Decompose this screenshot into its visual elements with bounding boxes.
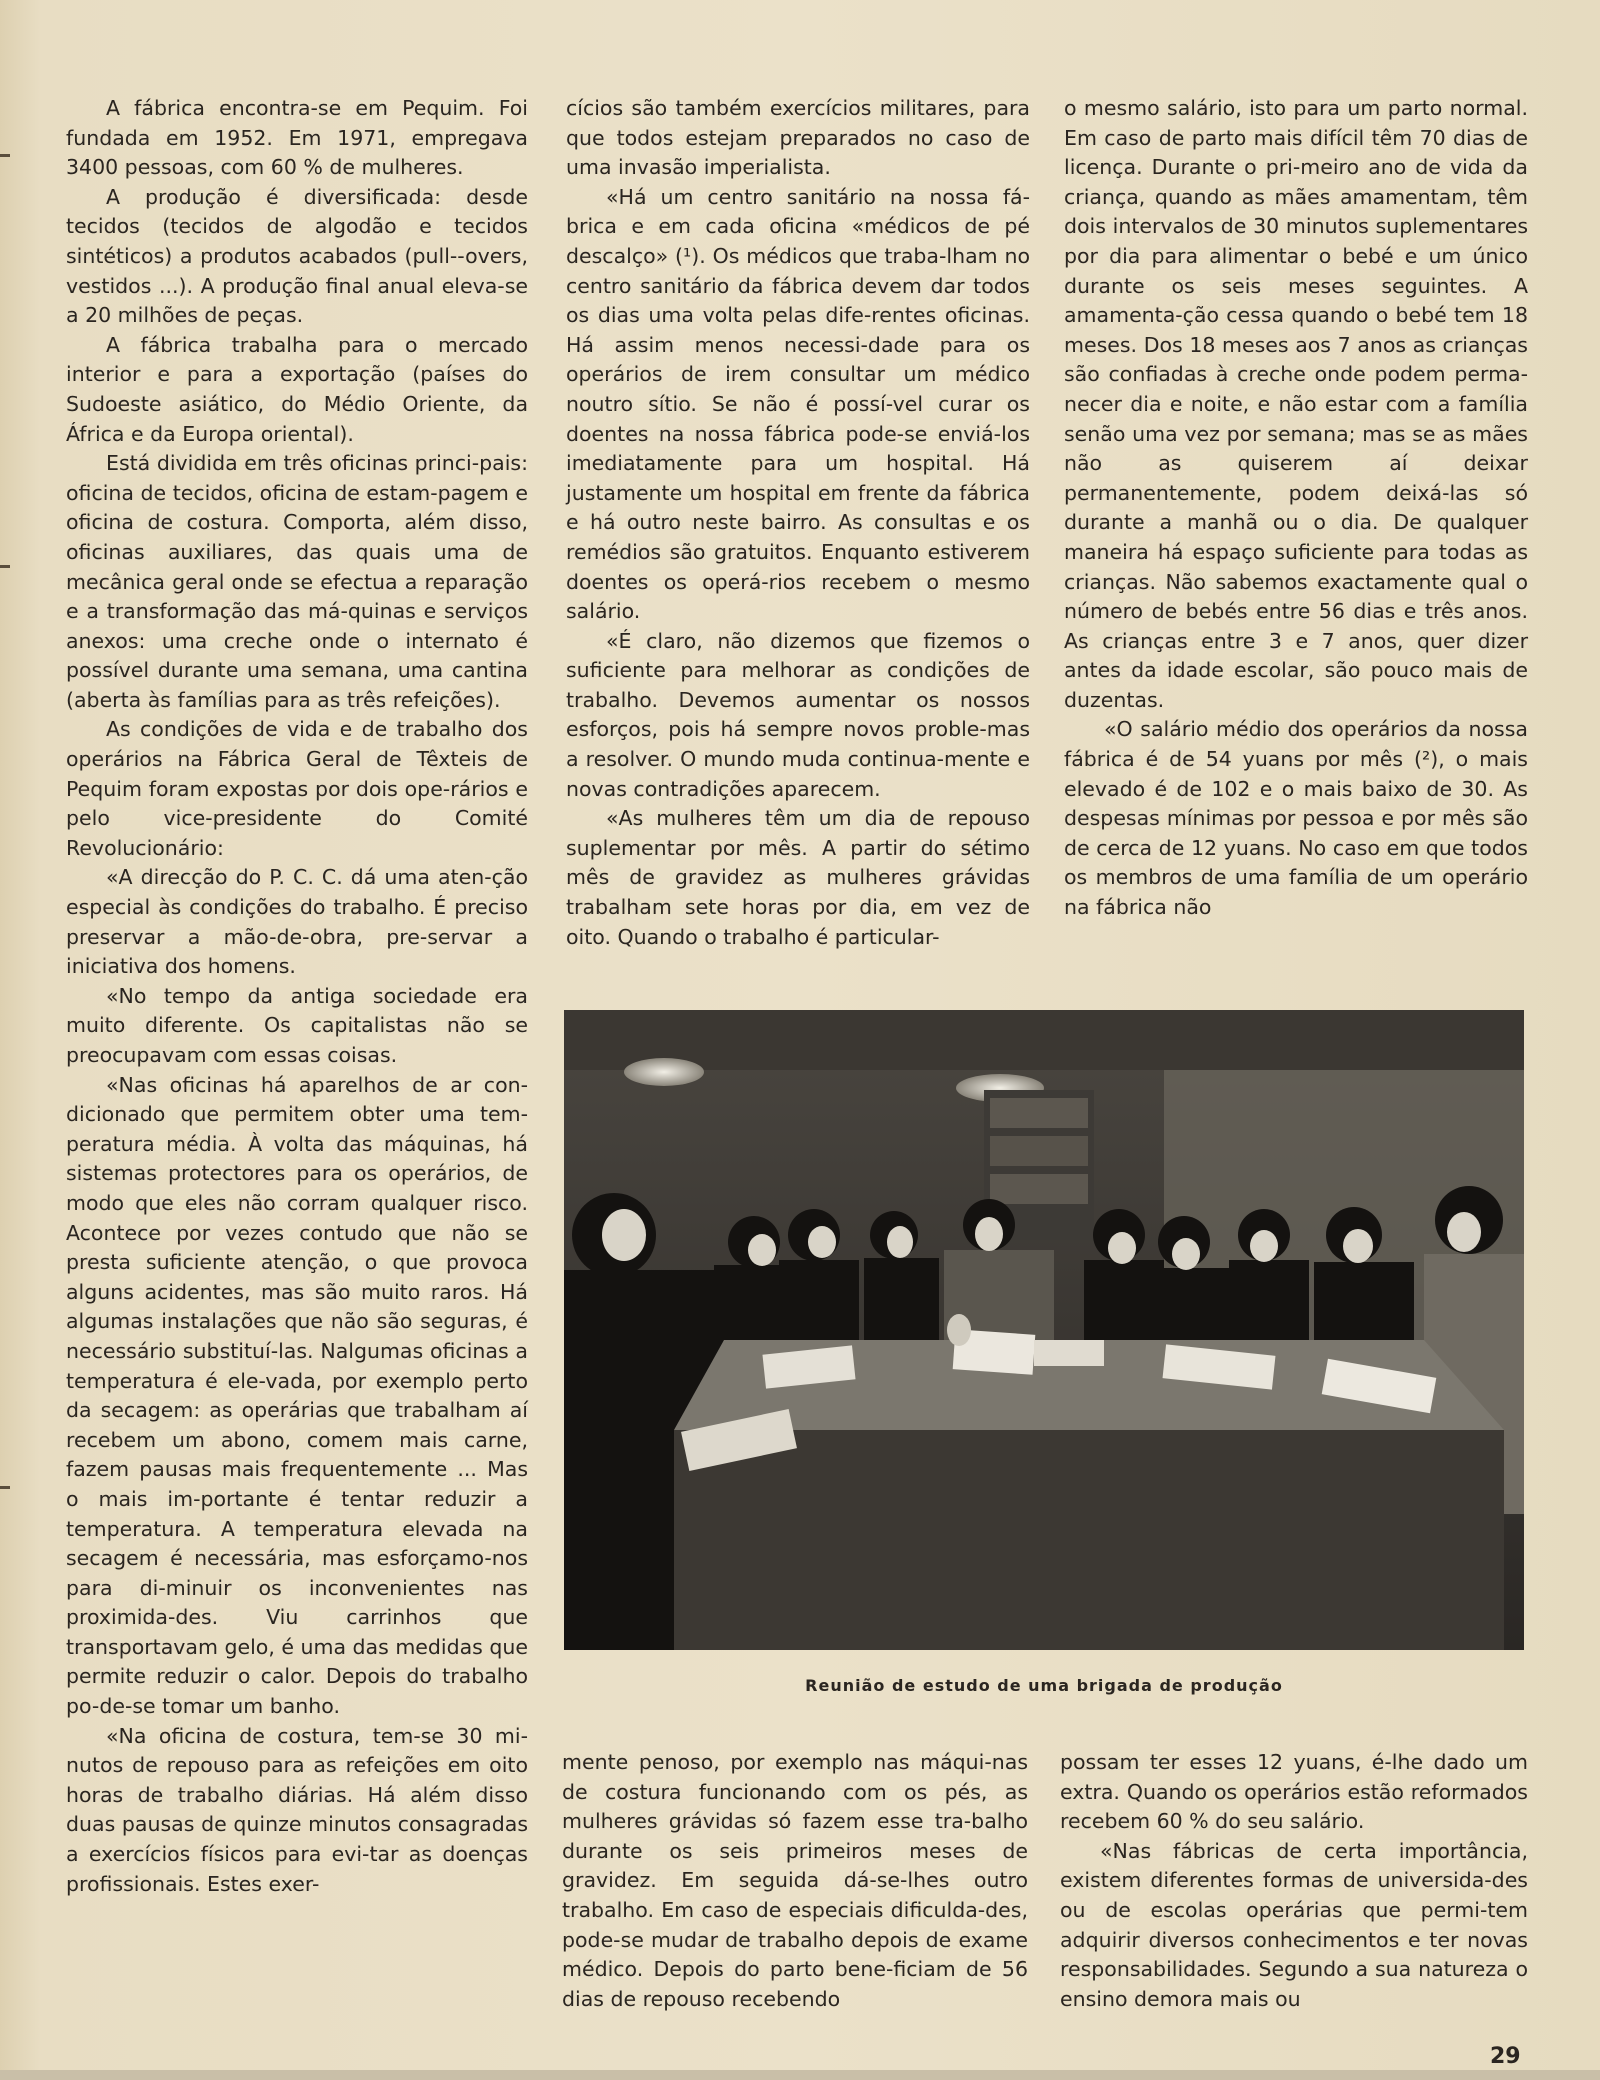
meeting-photo [564, 1010, 1524, 1650]
text-column-2-lower [562, 1748, 1028, 2014]
paragraph: «A direcção do P. C. C. dá uma aten-ção especial às condições do trabalho. É preciso preservar a mão-de-obra, pre-servar a iniciativa dos homens. [66, 865, 528, 979]
meeting-photo-illustration [564, 1010, 1524, 1650]
text-column-1 [66, 94, 528, 1899]
paragraph: «É claro, não dizemos que fizemos o suficiente para melhorar as condições de trabalho. Devemos aumentar os nossos esforços, pois há sempre novos proble-mas a resolver. O mundo muda continua-mente e novas contradições aparecem. [566, 628, 1030, 801]
paragraph: mente penoso, por exemplo nas máqui-nas de costura funcionando com os pés, as mulheres grávidas só fazem esse tra-balho durante os seis primeiros meses de gravidez. Em seguida dá-se-lhes outro trabalho. Em caso de especiais dificulda-des, pode-se mudar de trabalho depois de exame médico. Depois do parto bene-ficiam de 56 dias de repouso recebendo [562, 1750, 1028, 2011]
text-column-2 [566, 94, 1030, 952]
text-column-3-lower [1060, 1748, 1528, 2014]
paragraph: o mesmo salário, isto para um parto normal. Em caso de parto mais difícil têm 70 dias de licença. Durante o pri-meiro ano de vida da criança, quando as mães amamentam, têm dois intervalos de 30 minutos suplementares por dia para alimentar o bebé e um único durante os seis meses seguintes. A amamenta-ção cessa quando o bebé tem 18 meses. Dos 18 meses aos 7 anos as crianças são confiadas à creche onde podem perma-necer dia e noite, e não estar com a família senão uma vez por semana; mas se as mães não as quiserem aí deixar permanentemente, podem deixá-las só durante a manhã ou o dia. De qualquer maneira há espaço suficiente para todas as crianças. Não sabemos exactamente qual o número de bebés entre 56 dias e três anos. As crianças entre 3 e 7 anos, quer dizer antes da idade escolar, são pouco mais de duzentas. [1064, 96, 1528, 712]
paragraph: A produção é diversificada: desde tecidos (tecidos de algodão e tecidos sintéticos) a produtos acabados (pull--overs, vestidos ...). A produção final anual eleva-se a 20 milhões de peças. [66, 184, 528, 328]
page-bottom-edge [0, 2070, 1600, 2080]
paragraph: A fábrica trabalha para o mercado interior e para a exportação (países do Sudoeste asiático, do Médio Oriente, da África e da Europa oriental). [66, 332, 528, 446]
text-column-3 [1064, 94, 1528, 923]
margin-mark [0, 565, 10, 568]
paragraph: cícios são também exercícios militares, para que todos estejam preparados no caso de uma invasão imperialista. [566, 96, 1030, 180]
paragraph: «No tempo da antiga sociedade era muito diferente. Os capitalistas não se preocupavam com essas coisas. [66, 983, 528, 1067]
paragraph: «As mulheres têm um dia de repouso suplementar por mês. A partir do sétimo mês de gravidez as mulheres grávidas trabalham sete horas por dia, em vez de oito. Quando o trabalho é particular- [566, 806, 1030, 949]
paragraph: «O salário médio dos operários da nossa fábrica é de 54 yuans por mês (²), o mais elevado é de 102 e o mais baixo de 30. As despesas mínimas por pessoa e por mês são de cerca de 12 yuans. No caso em que todos os membros de uma família de um operário na fábrica não [1064, 717, 1528, 920]
page-number: 29 [1490, 2044, 1521, 2069]
paragraph: «Nas fábricas de certa importância, existem diferentes formas de universida-des ou de escolas operárias que permi-tem adquirir diversos conhecimentos e ter novas responsabilidades. Segundo a sua natureza o ensino demora mais ou [1060, 1838, 1528, 2011]
paragraph: A fábrica encontra-se em Pequim. Foi fundada em 1952. Em 1971, empregava 3400 pessoas, com 60 % de mulheres. [66, 96, 528, 180]
photo-caption: Reunião de estudo de uma brigada de produção [805, 1676, 1283, 1695]
paragraph: «Na oficina de costura, tem-se 30 mi-nutos de repouso para as refeições em oito horas de trabalho diárias. Há além disso duas pausas de quinze minutos consagradas a exercícios físicos para evi-tar as doenças profissionais. Estes exer- [66, 1723, 528, 1896]
margin-mark [0, 154, 10, 157]
paragraph: As condições de vida e de trabalho dos operários na Fábrica Geral de Têxteis de Pequim foram expostas por dois ope-rários e pelo vice-presidente do Comité Revolucionário: [66, 717, 528, 860]
margin-mark [0, 1486, 10, 1489]
paragraph: «Nas oficinas há aparelhos de ar con-dicionado que permitem obter uma tem-peratura média. À volta das máquinas, há sistemas protectores para os operários, de modo que eles não corram qualquer risco. Acontece por vezes contudo que não se presta suficiente atenção, o que provoca alguns acidentes, mas são muito raros. Há algumas instalações que não são seguras, é necessário substituí-las. Nalgumas oficinas a temperatura é ele-vada, por exemplo perto da secagem: as operárias que trabalham aí recebem um abono, comem mais carne, fazem pausas mais frequentemente ... Mas o mais im-portante é tentar reduzir a temperatura. A temperatura elevada na secagem é necessária, mas esforçamo-nos para di-minuir os inconvenientes nas proximida-des. Viu carrinhos que transportavam gelo, é uma das medidas que permite reduzir o calor. Depois do trabalho po-de-se tomar um banho. [66, 1072, 528, 1719]
paragraph: possam ter esses 12 yuans, é-lhe dado um extra. Quando os operários estão reformados recebem 60 % do seu salário. [1060, 1750, 1528, 1834]
paragraph: Está dividida em três oficinas princi-pais: oficina de tecidos, oficina de estam-pagem e oficina de costura. Comporta, além disso, oficinas auxiliares, das quais uma de mecânica geral onde se efectua a reparação e a transformação das má-quinas e serviços anexos: uma creche onde o internato é possível durante uma semana, uma cantina (aberta às famílias para as três refeições). [66, 451, 528, 712]
paragraph: «Há um centro sanitário na nossa fá-brica e em cada oficina «médicos de pé descalço» (¹). Os médicos que traba-lham no centro sanitário da fábrica devem dar todos os dias uma volta pelas dife-rentes oficinas. Há assim menos necessi-dade para os operários de irem consultar um médico noutro sítio. Se não é possí-vel curar os doentes na nossa fábrica pode-se enviá-los imediatamente para um hospital. Há justamente um hospital em frente da fábrica e há outro neste bairro. As consultas e os remédios são gratuitos. Enquanto estiverem doentes os operá-rios recebem o mesmo salário. [566, 184, 1030, 624]
